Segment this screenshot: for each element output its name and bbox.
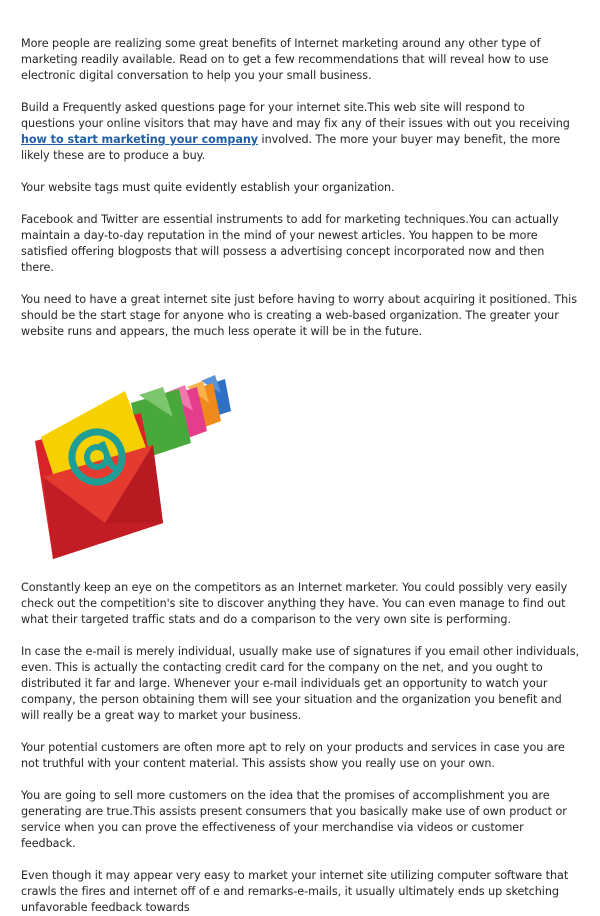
- email-envelopes-illustration: [35, 373, 235, 559]
- paragraph-social: Facebook and Twitter are essential instruments to add for marketing techniques.You can actually maintain a day-to-day reputation in the mind of your newest articles. You happen to be more satisfied offering blogposts that will possess a advertising concept incorporated now and then there.: [21, 213, 559, 274]
- paragraph-website: You need to have a great internet site just before having to worry about acquiring it positioned. This should be the start stage for anyone who is creating a web-based organization. The greater your website runs and appears, the much less operate it will be in the future.: [21, 293, 577, 338]
- paragraph-faq-text-after: involved. The more your buyer may benefit, the more likely these are to produce a buy.: [21, 133, 561, 162]
- marketing-company-link[interactable]: how to start marketing your company: [21, 133, 259, 146]
- paragraph-promises: You are going to sell more customers on the idea that the promises of accomplishment you are generating are true.This assists present consumers that you basically make use of own product or service when you can prove the effectiveness of your merchandise via videos or customer feedback.: [21, 789, 567, 850]
- paragraph-software: Even though it may appear very easy to market your internet site utilizing computer software that crawls the fires and internet off of e and remarks-e-mails, it usually ultimately ends up sketching unfavorable feedback towards: [21, 869, 569, 914]
- paragraph-faq: [21, 100, 580, 164]
- paragraph-tags: Your website tags must quite evidently establish your organization.: [21, 181, 395, 194]
- paragraph-faq-text-before: Build a Frequently asked questions page for your internet site.This web site will respond to questions your online visitors that may have and may fix any of their issues with out you receiving: [21, 101, 570, 130]
- paragraph-intro: More people are realizing some great benefits of Internet marketing around any other type of marketing readily available. Read on to get a few recommendations that will reveal how to use electronic digital conversation to help you your small business.: [21, 37, 549, 82]
- paragraph-signatures: In case the e-mail is merely individual, usually make use of signatures if you email other individuals, even. This is actually the contacting credit card for the company on the net, and you ought to distributed it far and large. Whenever your e-mail individuals get an opportunity to watch your company, the person obtaining them will see your situation and the organization you benefit and will really be a great way to market your business.: [21, 645, 580, 722]
- paragraph-competitors: Constantly keep an eye on the competitors as an Internet marketer. You could possibly very easily check out the competition's site to discover anything they have. You can even manage to find out what their targeted traffic stats and do a comparison to the very own site is performing.: [21, 581, 568, 626]
- paragraph-truthful: Your potential customers are often more apt to rely on your products and services in case you are not truthful with your content material. This assists show you really use on your own.: [21, 741, 565, 770]
